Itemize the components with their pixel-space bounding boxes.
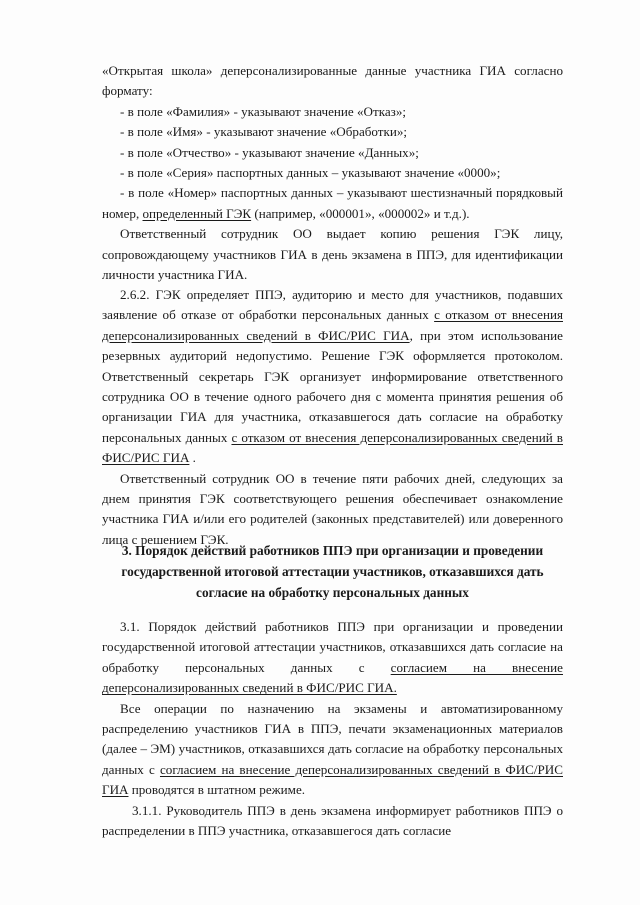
underlined-phrase: определенный ГЭК <box>142 205 252 221</box>
format-item-series: - в поле «Серия» паспортных данных – указывают значение «0000»; <box>120 165 501 181</box>
underlined-phrase: с отказом от внесения деперсонализированных сведений в ФИС/РИС ГИА <box>102 429 563 466</box>
section-2-6-2 <box>102 285 563 550</box>
heading-line-1: 3. Порядок действий работников ППЭ при организации и проведении <box>121 543 544 558</box>
operations-paragraph: Все операции по назначению на экзамены и автоматизированному распределению участников ГИА в ППЭ, печати экзаменационных материалов (далее – ЭМ) участников, отказавшихся дать согласие на обработку персональных данных с согласием на внесение деперсонализированных сведений в ФИС/РИС ГИА проводятся в штатном режиме. <box>102 700 563 798</box>
underlined-phrase: согласием на внесение деперсонализированных сведений в ФИС/РИС ГИА <box>102 761 563 798</box>
format-item-surname: - в поле «Фамилия» - указывают значение «Отказ»; <box>120 103 407 119</box>
gek-determines-paragraph: 2.6.2. ГЭК определяет ППЭ, аудиторию и место для участников, подавших заявление об отказе от обработки персональных данных с отказом от внесения деперсонализированных сведений в ФИС/РИС ГИА, при этом использование резервных аудиторий недопустимо. Решение ГЭК оформляется протоколом. Ответственный секретарь ГЭК организует информирование ответственного сотрудника ОО в течение одного рабочего дня с момента принятия решения об организации ГИА для участника, отказавшегося дать согласие на обработку персональных данных с отказом от внесения деперсонализированных сведений в ФИС/РИС ГИА . <box>102 287 563 466</box>
format-item-name: - в поле «Имя» - указывают значение «Обработки»; <box>120 124 408 140</box>
underlined-phrase: согласием на внесение деперсонализированных сведений в ФИС/РИС ГИА. <box>102 659 563 696</box>
head-informs-paragraph: 3.1.1. Руководитель ППЭ в день экзамена информирует работников ППЭ о распределении в ППЭ участника, отказавшегося дать согласие <box>102 802 563 839</box>
format-item-number: - в поле «Номер» паспортных данных – указывают шестизначный порядковый номер, определенный ГЭК (например, «000001», «000002» и т.д.). <box>102 185 563 221</box>
heading-line-3: согласие на обработку персональных данных <box>196 585 469 600</box>
underlined-phrase: с отказом от внесения деперсонализированных сведений в ФИС/РИС ГИА <box>102 307 563 343</box>
format-intro: «Открытая школа» деперсонализированные данные участника ГИА согласно формату: <box>102 63 563 99</box>
section-heading <box>102 540 563 603</box>
section-3-1 <box>102 617 563 841</box>
copy-decision-paragraph: Ответственный сотрудник ОО выдает копию решения ГЭК лицу, сопровождающему участников ГИА в день экзамена в ППЭ, для идентификации личности участника ГИА. <box>102 226 563 283</box>
procedure-paragraph: 3.1. Порядок действий работников ППЭ при организации и проведении государственной итоговой аттестации участников, отказавшихся дать согласие на обработку персональных данных с согласием на внесение деперсонализированных сведений в ФИС/РИС ГИА. <box>102 619 563 696</box>
heading-line-2: государственной итоговой аттестации участников, отказавшихся дать <box>121 564 544 579</box>
format-item-patronymic: - в поле «Отчество» - указывают значение «Данных»; <box>120 144 419 160</box>
passport-format-section <box>102 61 563 285</box>
familiarization-paragraph: Ответственный сотрудник ОО в течение пяти рабочих дней, следующих за днем принятия ГЭК соответствующего решения обеспечивает ознакомление участника ГИА и/или его родителей (законных представителей) или доверенного лица с решением ГЭК. <box>102 470 563 547</box>
